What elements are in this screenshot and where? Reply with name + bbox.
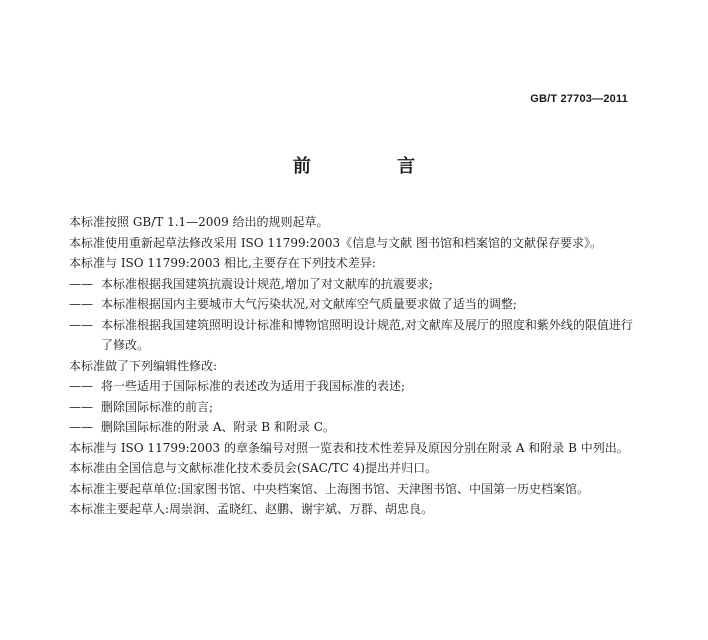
paragraph-drafters: 本标准主要起草人:周崇润、孟晓红、赵鹏、谢宇斌、万群、胡忠良。 xyxy=(69,502,434,516)
dash-marker: —— xyxy=(69,297,93,311)
list-item-text: 本标准根据我国建筑照明设计标准和博物馆照明设计规范,对文献库及展厅的照度和紫外线的限值进行了修改。 xyxy=(101,317,633,352)
list-item xyxy=(45,315,635,356)
paragraph-drafting-rules: 本标准按照 GB/T 1.1—2009 给出的规则起草。 xyxy=(69,215,329,229)
foreword-body xyxy=(45,212,635,520)
dash-marker: —— xyxy=(69,399,93,414)
list-item xyxy=(45,294,635,315)
list-item-text: 将一些适用于国际标准的表述改为适用于我国标准的表述; xyxy=(101,379,406,393)
paragraph-adoption: 本标准使用重新起草法修改采用 ISO 11799:2003《信息与文献 图书馆和档案馆的文献保存要求》。 xyxy=(69,235,603,250)
list-item-text: 本标准根据我国建筑抗震设计规范,增加了对文献库的抗震要求; xyxy=(101,276,433,291)
list-item xyxy=(45,376,635,397)
standard-code: GB/T 27703—2011 xyxy=(530,93,628,105)
paragraph-editorial-intro: 本标准做了下列编辑性修改: xyxy=(69,358,218,373)
list-item-text: 删除国际标准的附录 A、附录 B 和附录 C。 xyxy=(101,420,335,434)
page-title: 前 言 xyxy=(292,156,456,177)
dash-marker: —— xyxy=(69,420,93,434)
paragraph-technical-differences-intro: 本标准与 ISO 11799:2003 相比,主要存在下列技术差异: xyxy=(69,256,376,270)
list-item xyxy=(45,274,635,295)
dash-marker: —— xyxy=(69,379,93,393)
dash-marker: —— xyxy=(69,276,93,291)
list-item-text: 删除国际标准的前言; xyxy=(101,399,214,414)
list-item-text: 本标准根据国内主要城市大气污染状况,对文献库空气质量要求做了适当的调整; xyxy=(101,297,517,311)
paragraph-annex-reference: 本标准与 ISO 11799:2003 的章条编号对照一览表和技术性差异及原因分别在附录 A 和附录 B 中列出。 xyxy=(69,440,629,455)
dash-marker: —— xyxy=(69,317,93,332)
list-item xyxy=(45,417,635,438)
paragraph-proposer: 本标准由全国信息与文献标准化技术委员会(SAC/TC 4)提出并归口。 xyxy=(69,461,438,475)
list-item xyxy=(45,397,635,418)
paragraph-drafting-units: 本标准主要起草单位:国家图书馆、中央档案馆、上海图书馆、天津图书馆、中国第一历史档案馆。 xyxy=(69,481,590,496)
